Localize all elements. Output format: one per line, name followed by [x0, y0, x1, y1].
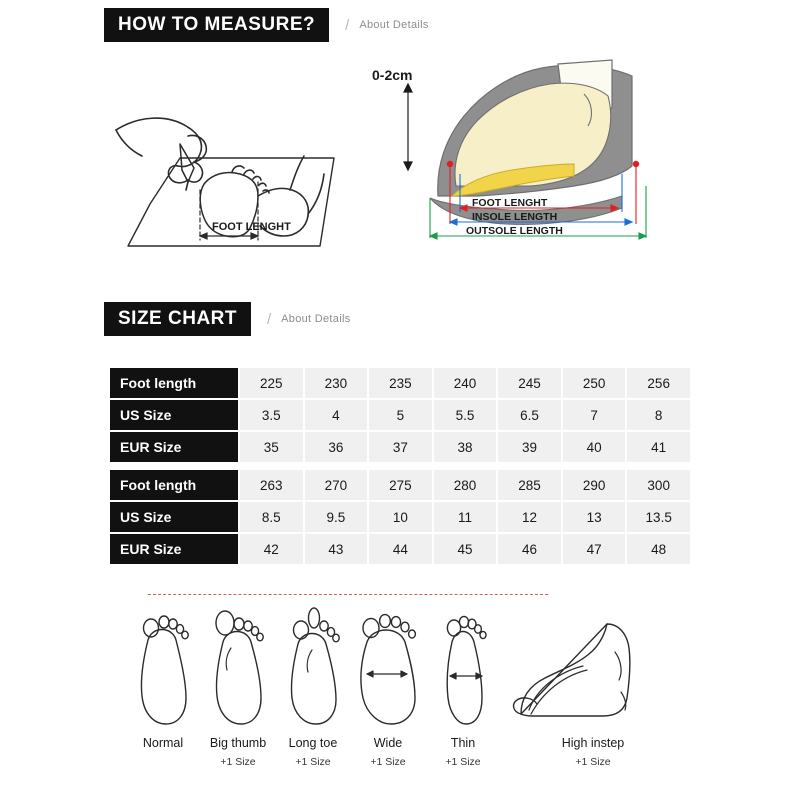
table-cell: 285 — [498, 470, 561, 500]
how-to-measure-slash: / — [345, 16, 350, 34]
table-cell: 13.5 — [627, 502, 690, 532]
table-row — [110, 432, 690, 462]
insole-length-label: INSOLE LENGTH — [472, 211, 558, 223]
table-cell: 38 — [434, 432, 497, 462]
row-header: US Size — [110, 400, 238, 430]
outsole-length-label: OUTSOLE LENGTH — [466, 225, 563, 237]
foot-type-note: +1 Size — [575, 756, 611, 768]
size-table-lower — [108, 468, 692, 566]
how-to-measure-subtitle: About Details — [359, 19, 429, 31]
row-header: Foot length — [110, 470, 238, 500]
foot-type-label: High instep — [561, 736, 625, 750]
table-cell: 46 — [498, 534, 561, 564]
table-cell: 43 — [305, 534, 368, 564]
row-header: Foot length — [110, 368, 238, 398]
foot-type-note: +1 Size — [445, 756, 481, 768]
table-cell: 290 — [563, 470, 626, 500]
shoe-cross-section-diagram — [360, 46, 670, 266]
foot-type-thin — [418, 604, 508, 768]
foot-type-label: Long toe — [288, 736, 338, 750]
table-row — [110, 470, 690, 500]
table-cell: 275 — [369, 470, 432, 500]
table-row — [110, 400, 690, 430]
table-cell: 8 — [627, 400, 690, 430]
table-row — [110, 534, 690, 564]
table-cell: 36 — [305, 432, 368, 462]
toe-alignment-line — [148, 594, 548, 595]
row-header: EUR Size — [110, 432, 238, 462]
footprint-long-toe-icon — [276, 604, 350, 734]
table-cell: 39 — [498, 432, 561, 462]
table-cell: 240 — [434, 368, 497, 398]
foot-length-label: FOOT LENGHT — [472, 197, 548, 209]
table-cell: 37 — [369, 432, 432, 462]
table-cell: 47 — [563, 534, 626, 564]
table-cell: 42 — [240, 534, 303, 564]
table-cell: 8.5 — [240, 502, 303, 532]
table-cell: 35 — [240, 432, 303, 462]
table-cell: 40 — [563, 432, 626, 462]
table-cell: 250 — [563, 368, 626, 398]
size-chart-header — [104, 302, 351, 336]
footprint-big-thumb-icon — [201, 604, 275, 734]
measure-illustration-right — [360, 46, 670, 266]
table-cell: 41 — [627, 432, 690, 462]
table-cell: 270 — [305, 470, 368, 500]
table-cell: 48 — [627, 534, 690, 564]
size-chart-subtitle: About Details — [281, 313, 351, 325]
size-table-upper — [108, 366, 692, 464]
table-cell: 3.5 — [240, 400, 303, 430]
table-cell: 4 — [305, 400, 368, 430]
how-to-measure-title: HOW TO MEASURE? — [104, 8, 329, 42]
table-cell: 11 — [434, 502, 497, 532]
foot-length-caption-left: FOOT LENGHT — [212, 221, 291, 233]
table-cell: 9.5 — [305, 502, 368, 532]
table-cell: 280 — [434, 470, 497, 500]
how-to-measure-header — [104, 8, 429, 42]
size-chart-slash: / — [267, 310, 272, 328]
table-cell: 10 — [369, 502, 432, 532]
table-row — [110, 368, 690, 398]
table-cell: 6.5 — [498, 400, 561, 430]
foot-tracing-diagram — [108, 86, 354, 266]
size-table — [108, 366, 692, 464]
foot-type-high-instep — [503, 618, 683, 768]
table-cell: 245 — [498, 368, 561, 398]
table-cell: 263 — [240, 470, 303, 500]
table-cell: 13 — [563, 502, 626, 532]
table-cell: 256 — [627, 368, 690, 398]
table-cell: 12 — [498, 502, 561, 532]
size-table — [108, 468, 692, 566]
foot-type-label: Thin — [450, 736, 476, 750]
table-cell: 7 — [563, 400, 626, 430]
foot-type-label: Normal — [142, 736, 184, 750]
foot-type-note: +1 Size — [220, 756, 256, 768]
footprint-wide-icon — [351, 604, 425, 734]
foot-type-note: +1 Size — [295, 756, 331, 768]
gap-label: 0-2cm — [372, 67, 413, 83]
foot-type-label: Wide — [373, 736, 403, 750]
table-cell: 300 — [627, 470, 690, 500]
foot-type-note: +1 Size — [370, 756, 406, 768]
size-chart-title: SIZE CHART — [104, 302, 251, 336]
row-header: EUR Size — [110, 534, 238, 564]
footprint-high-instep-icon — [503, 618, 683, 734]
table-cell: 225 — [240, 368, 303, 398]
measure-illustration-left — [108, 86, 354, 266]
table-cell: 5.5 — [434, 400, 497, 430]
footprint-thin-icon — [426, 604, 500, 734]
table-cell: 44 — [369, 534, 432, 564]
table-row — [110, 502, 690, 532]
foot-types-row — [108, 580, 692, 790]
foot-type-label: Big thumb — [209, 736, 267, 750]
footprint-normal-icon — [126, 604, 200, 734]
table-cell: 230 — [305, 368, 368, 398]
table-cell: 5 — [369, 400, 432, 430]
row-header: US Size — [110, 502, 238, 532]
table-cell: 45 — [434, 534, 497, 564]
table-cell: 235 — [369, 368, 432, 398]
